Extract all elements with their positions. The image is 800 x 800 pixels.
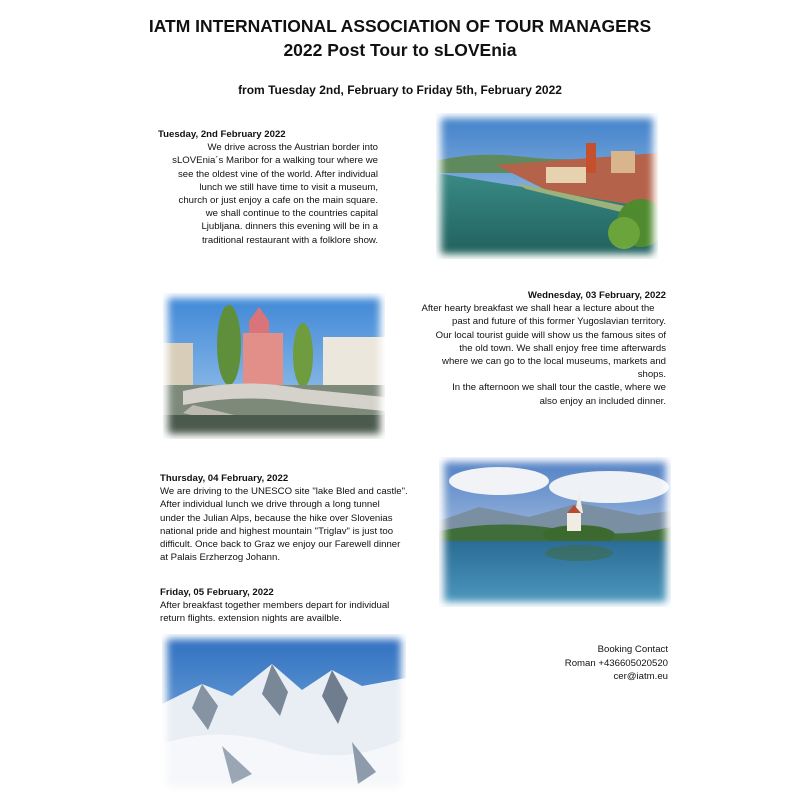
day2-line: Our local tourist guide will show us the famous sites of xyxy=(435,329,666,341)
day1-line: we shall continue to the countries capital xyxy=(205,208,378,220)
day4-line: After breakfast together members depart for individual xyxy=(160,600,390,612)
tour-dates: from Tuesday 2nd, February to Friday 5th, February 2022 xyxy=(238,83,562,97)
day1-line: church or just enjoy a cafe on the main square. xyxy=(178,195,378,207)
day1-line: lunch we still have time to visit a museum, xyxy=(199,181,378,193)
day3-section xyxy=(160,472,430,564)
day1-line: sLOVEnia´s Maribor for a walking tour where we xyxy=(172,155,378,167)
day2-line: After hearty breakfast we shall hear a lecture about the xyxy=(421,303,655,315)
booking-contact-email[interactable]: cer@iatm.eu xyxy=(613,671,668,682)
day2-heading: Wednesday, 03 February, 2022 xyxy=(527,290,666,301)
day2-section xyxy=(410,289,666,408)
document-title-line1: IATM INTERNATIONAL ASSOCIATION OF TOUR MANAGERS xyxy=(148,16,652,36)
day3-line: After individual lunch we drive through a long tunnel xyxy=(160,499,380,511)
day2-line: also enjoy an included dinner. xyxy=(539,395,666,407)
day3-line: national pride and highest mountain "Triglav" is just too xyxy=(160,525,394,537)
document-title-line2: 2022 Post Tour to sLOVEnia xyxy=(283,40,517,60)
day2-body xyxy=(410,302,666,408)
day1-line: traditional restaurant with a folklore show. xyxy=(202,234,378,246)
day1-line: Ljubljana. dinners this evening will be in a xyxy=(201,221,378,233)
day3-heading: Thursday, 04 February, 2022 xyxy=(160,473,289,484)
day2-line: past and future of this former Yugoslavian territory. xyxy=(451,316,666,328)
day1-section xyxy=(158,128,378,247)
booking-contact-phone: Roman +436605020520 xyxy=(564,657,668,669)
day3-line: under the Julian Alps, because the hike over Slovenias xyxy=(160,512,393,524)
day3-line: at Palais Erzherzog Johann. xyxy=(160,552,280,564)
ljubljana-bridge-photo xyxy=(163,293,385,439)
day1-heading: Tuesday, 2nd February 2022 xyxy=(158,129,286,140)
lake-bled-photo xyxy=(439,457,671,607)
maribor-river-photo xyxy=(436,113,658,259)
day2-line: where we can go to the local museums, markets and xyxy=(442,356,666,368)
day1-line: see the oldest vine of the world. After individual xyxy=(178,168,378,180)
booking-contact xyxy=(520,643,668,684)
day4-section xyxy=(160,586,430,626)
day1-body xyxy=(158,141,378,247)
day2-line: In the afternoon we shall tour the castle, where we xyxy=(452,382,666,394)
day2-line: shops. xyxy=(637,369,666,381)
day2-line: the old town. We shall enjoy free time afterwards xyxy=(459,342,666,354)
day4-line: return flights. extension nights are availble. xyxy=(160,613,342,625)
day4-heading: Friday, 05 February, 2022 xyxy=(160,587,274,598)
day3-line: We are driving to the UNESCO site "lake Bled and castle". xyxy=(160,486,408,498)
day3-line: difficult. Once back to Graz we enjoy our Farewell dinner xyxy=(160,539,401,551)
day1-line: We drive across the Austrian border into xyxy=(207,142,378,154)
julian-alps-photo xyxy=(162,634,406,792)
booking-contact-label: Booking Contact xyxy=(597,644,668,655)
